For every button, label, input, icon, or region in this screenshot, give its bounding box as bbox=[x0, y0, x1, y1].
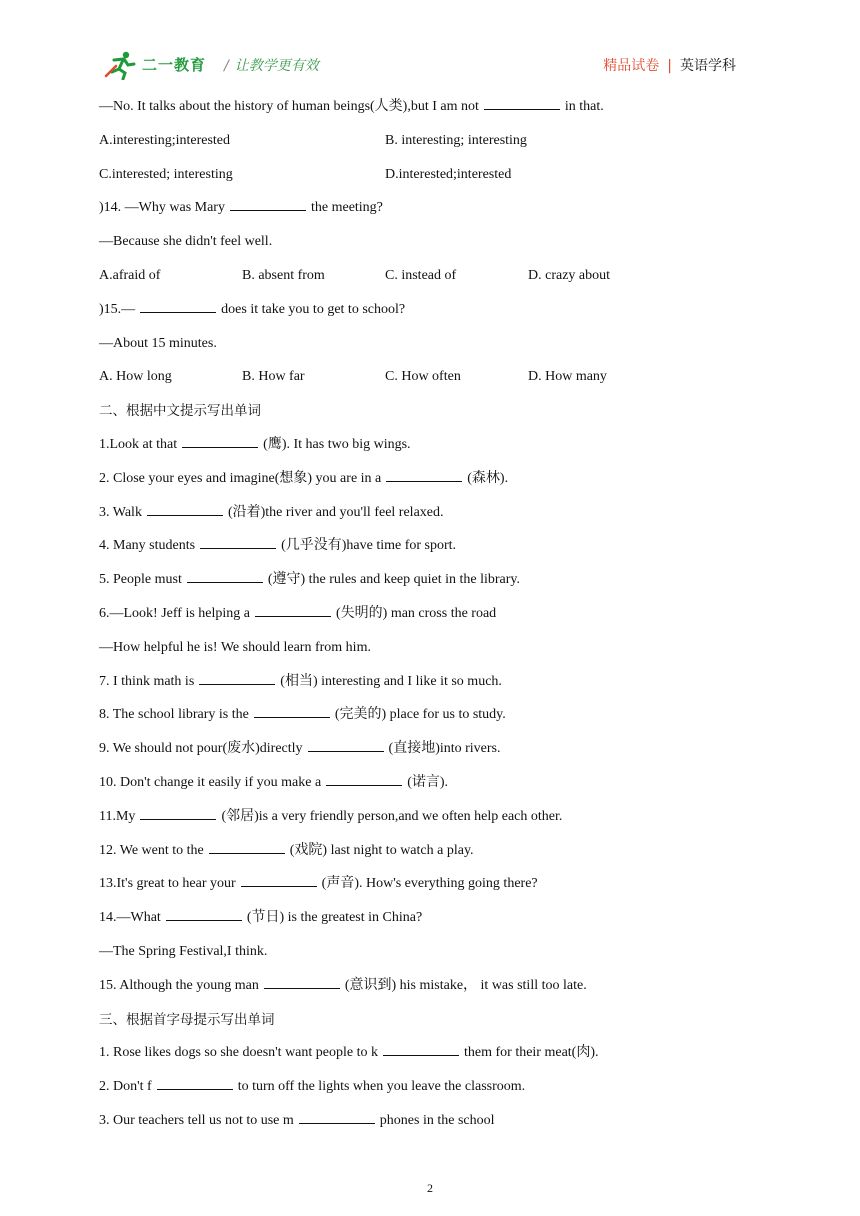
option-c: C.interested; interesting bbox=[99, 166, 233, 182]
question-item: 4. Many students (几乎没有)have time for sport. bbox=[99, 538, 457, 554]
answer-blank[interactable] bbox=[241, 874, 317, 887]
brand-name: 二一教育 bbox=[142, 56, 207, 74]
question-item: 14.—What (节日) is the greatest in China? bbox=[99, 910, 423, 926]
answer-blank[interactable] bbox=[254, 705, 330, 718]
option-c: C. How often bbox=[385, 369, 461, 385]
answer-blank[interactable] bbox=[182, 435, 258, 448]
q15-options bbox=[99, 364, 759, 398]
answer-blank[interactable] bbox=[200, 536, 276, 549]
answer-blank[interactable] bbox=[383, 1043, 459, 1056]
option-b: B. How far bbox=[242, 369, 305, 385]
question-item: 6.—Look! Jeff is helping a (失明的) man cross the road bbox=[99, 605, 497, 621]
q14-options bbox=[99, 263, 759, 297]
q14-answer: —Because she didn't feel well. bbox=[99, 234, 273, 250]
exam-content bbox=[99, 94, 759, 1142]
option-d: D. How many bbox=[528, 369, 607, 385]
answer-blank[interactable] bbox=[308, 739, 384, 752]
answer-blank[interactable] bbox=[140, 807, 216, 820]
section-2-title: 二、根据中文提示写出单词 bbox=[99, 403, 261, 420]
answer-blank[interactable] bbox=[166, 908, 242, 921]
answer-blank[interactable] bbox=[147, 503, 223, 516]
option-a: A.afraid of bbox=[99, 267, 161, 283]
answer-blank[interactable] bbox=[326, 773, 402, 786]
question-item: 11.My (邻居)is a very friendly person,and we often help each other. bbox=[99, 808, 563, 824]
question-item: 12. We went to the (戏院) last night to watch a play. bbox=[99, 842, 474, 858]
option-d: D.interested;interested bbox=[385, 166, 512, 182]
q14: )14. —Why was Mary the meeting? bbox=[99, 200, 383, 216]
answer-blank[interactable] bbox=[157, 1077, 233, 1090]
option-b: B. interesting; interesting bbox=[385, 132, 527, 148]
question-item: 3. Our teachers tell us not to use m phones in the school bbox=[99, 1112, 495, 1128]
subject-tag: 精品试卷 | 英语学科 bbox=[603, 58, 736, 74]
q13-options-row1 bbox=[99, 128, 759, 162]
answer-blank[interactable] bbox=[230, 198, 306, 211]
answer-blank[interactable] bbox=[187, 570, 263, 583]
tag-quality-paper: 精品试卷 bbox=[603, 58, 660, 74]
slogan: / 让教学更有效 bbox=[224, 58, 319, 74]
q15: )15.— does it take you to get to school? bbox=[99, 301, 406, 317]
question-item: 13.It's great to hear your (声音). How's everything going there? bbox=[99, 876, 538, 892]
page-header bbox=[104, 48, 744, 84]
answer-blank[interactable] bbox=[386, 469, 462, 482]
question-item: 10. Don't change it easily if you make a (诺言). bbox=[99, 774, 449, 790]
section-2-items bbox=[99, 432, 759, 1007]
answer-blank[interactable] bbox=[140, 300, 216, 313]
option-c: C. instead of bbox=[385, 267, 457, 283]
option-a: A.interesting;interested bbox=[99, 132, 231, 148]
answer-blank[interactable] bbox=[484, 97, 560, 110]
section-3-title: 三、根据首字母提示写出单词 bbox=[99, 1011, 275, 1028]
question-item: 8. The school library is the (完美的) place for us to study. bbox=[99, 707, 506, 723]
tag-subject: 英语学科 bbox=[680, 58, 736, 74]
question-item: 1.Look at that (鹰). It has two big wings. bbox=[99, 436, 411, 452]
q13-options-row2 bbox=[99, 162, 759, 196]
section-3-items bbox=[99, 1040, 759, 1141]
page-number: 2 bbox=[427, 1181, 433, 1195]
option-b: B. absent from bbox=[242, 267, 325, 283]
question-item: 1. Rose likes dogs so she doesn't want people to k them for their meat(肉). bbox=[99, 1045, 599, 1061]
question-item: —How helpful he is! We should learn from him. bbox=[99, 639, 371, 655]
answer-blank[interactable] bbox=[199, 672, 275, 685]
answer-blank[interactable] bbox=[209, 841, 285, 854]
question-item: 7. I think math is (相当) interesting and I like it so much. bbox=[99, 673, 502, 689]
question-item: 2. Don't f to turn off the lights when you leave the classroom. bbox=[99, 1079, 526, 1095]
running-man-logo-icon bbox=[104, 50, 138, 80]
question-item: 9. We should not pour(废水)directly (直接地)into rivers. bbox=[99, 741, 501, 757]
answer-blank[interactable] bbox=[299, 1111, 375, 1124]
answer-blank[interactable] bbox=[264, 976, 340, 989]
option-d: D. crazy about bbox=[528, 267, 611, 283]
q15-answer: —About 15 minutes. bbox=[99, 335, 217, 351]
question-item: 5. People must (遵守) the rules and keep quiet in the library. bbox=[99, 572, 521, 588]
q13-answer: —No. It talks about the history of human beings(人类),but I am not in that. bbox=[99, 99, 604, 114]
question-item: 3. Walk (沿着)the river and you'll feel relaxed. bbox=[99, 504, 444, 520]
option-a: A. How long bbox=[99, 369, 172, 385]
question-item: —The Spring Festival,I think. bbox=[99, 943, 268, 959]
question-item: 2. Close your eyes and imagine(想象) you are in a (森林). bbox=[99, 470, 509, 486]
question-item: 15. Although the young man (意识到) his mistake， it was still too late. bbox=[99, 977, 587, 993]
answer-blank[interactable] bbox=[255, 604, 331, 617]
